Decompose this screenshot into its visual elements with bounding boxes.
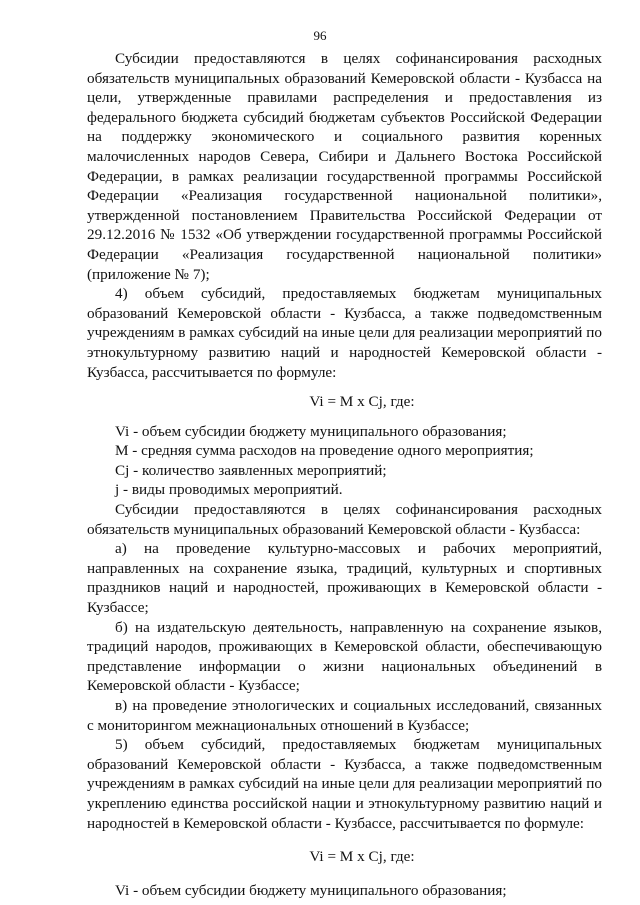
paragraph-item-4: 4) объем субсидий, предоставляемых бюджетам муниципальных образований Кемеровской области - Кузбасса, а также подведомственным учреждениям в рамках субсидий на иные цели для реализации мероприятий по этнокультурному развитию наций и народностей Кемеровской области - Кузбасса, рассчитывается по формуле: [87,285,602,381]
paragraph-subsidies-purpose: Субсидии предоставляются в целях софинансирования расходных обязательств муниципальных образований Кемеровской области - Кузбасса на цели, утвержденные правилами распределения и предоставления из федерального бюджета субсидий бюджетам субъектов Российской Федерации на поддержку экономического и социального развития коренных малочисленных народов Севера, Сибири и Дальнего Востока Российской Федерации, в рамках реализации государственной программы Российской Федерации «Реализация государственной национальной политики», утвержденной постановлением Правительства Российской Федерации от 29.12.2016 № 1532 «Об утверждении государственной программы Российской Федерации «Реализация государственной национальной политики» (приложение № 7); [87,50,602,283]
definition-j: j - виды проводимых мероприятий. [115,481,343,499]
paragraph-item-5: 5) объем субсидий, предоставляемых бюджетам муниципальных образований Кемеровской области - Кузбасса, а также подведомственным учреждениям в рамках субсидий на иные цели для реализации мероприятий по укреплению единства российской нации и этнокультурному развитию наций и народностей в Кемеровской области - Кузбассе, рассчитывается по формуле: [87,736,602,832]
paragraph-item-a: а) на проведение культурно-массовых и рабочих мероприятий, направленных на сохранение языка, традиций, культурных и спортивных праздников наций и народностей, проживающих в Кемеровской области - Кузбассе; [87,540,602,617]
paragraph-item-b: б) на издательскую деятельность, направленную на сохранение языков, традиций народов, проживающих в Кемеровской области, обеспечивающую представление информации о жизни национальных объединений в Кемеровской области - Кузбассе; [87,618,602,695]
document-body [87,49,602,900]
definition-cj: Cj - количество заявленных мероприятий; [115,461,387,479]
paragraph-subsidies-goals: Субсидии предоставляются в целях софинансирования расходных обязательств муниципальных образований Кемеровской области - Кузбасса: [87,501,602,538]
definition-vi: Vi - объем субсидии бюджету муниципального образования; [115,422,507,440]
paragraph-item-v: в) на проведение этнологических и социальных исследований, связанных с мониторингом межнациональных отношений в Кузбассе; [87,697,602,734]
definition-m: M - средняя сумма расходов на проведение одного мероприятия; [115,442,534,460]
definition-vi-2: Vi - объем субсидии бюджету муниципального образования; [115,881,507,899]
formula-1: Vi = M x Cj, где: [309,393,415,411]
formula-2: Vi = M x Cj, где: [309,848,415,866]
page-number: 96 [313,28,327,43]
